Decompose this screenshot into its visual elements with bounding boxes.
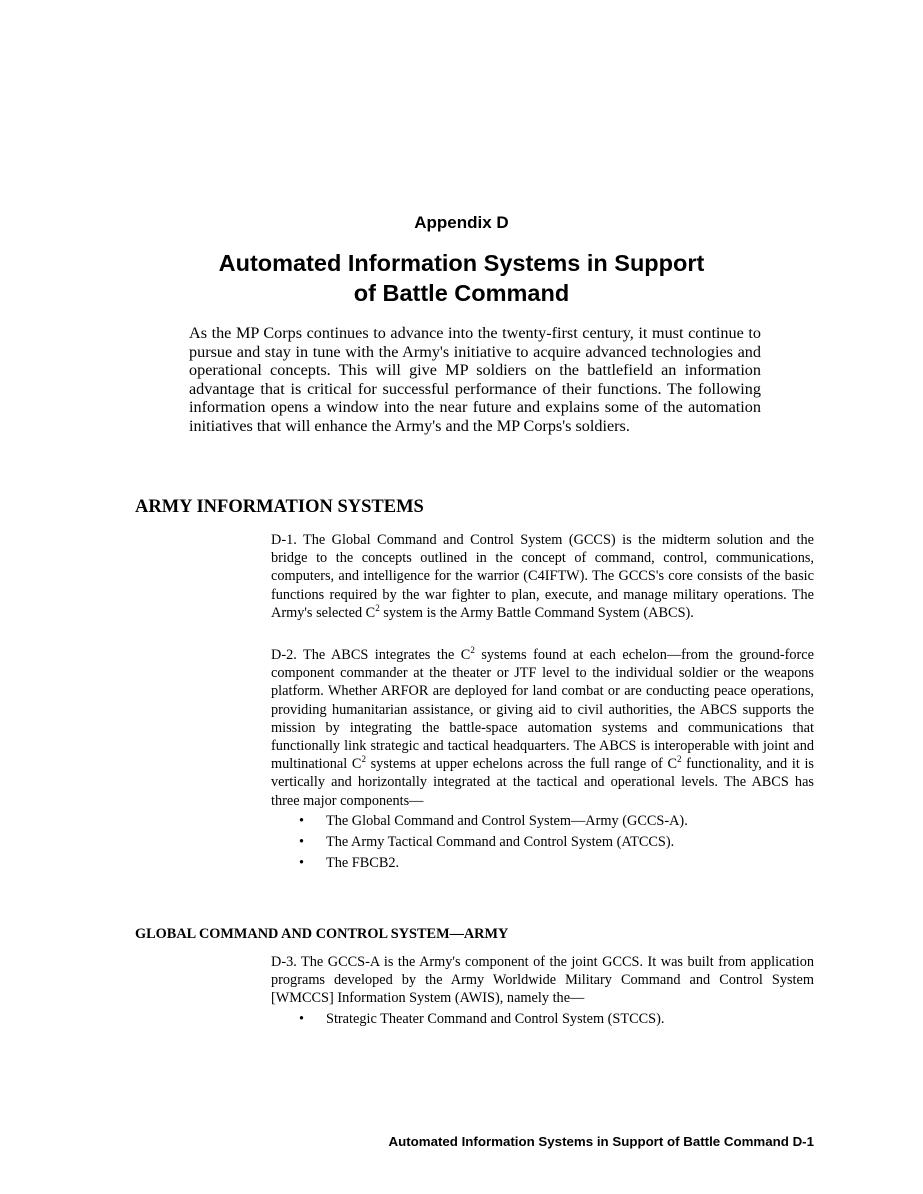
paragraph-d1-text: D-1. The Global Command and Control System (GCCS) is the midterm solution and the bridge to the concepts outlined in the concept of command, control, communications, computers, and intelligence for the warrior (C4IFTW). The GCCS's core consists of the basic functions required by the war fighter to plan, execute, and manage military operations. The Army's selected $C^2$ system is the Army Battle Command System (ABCS). [271, 532, 814, 621]
abcs-components-list [271, 811, 814, 874]
intro-paragraph: As the MP Corps continues to advance into the twenty-first century, it must continue to pursue and stay in tune with the Army's initiative to acquire advanced technologies and operational concepts. This will give MP soldiers on the battlefield an information advantage that is critical for successful performance of their functions. The following information opens a window into the near future and explains some of the automation initiatives that will enhance the Army's and the MP Corps's soldiers. [189, 324, 761, 435]
bullet-icon: • [299, 854, 305, 871]
section-heading-army-information-systems: ARMY INFORMATION SYSTEMS [135, 497, 424, 517]
appendix-label: Appendix D [414, 213, 509, 232]
paragraph-d1 [271, 531, 814, 622]
bullet-icon: • [299, 833, 305, 850]
list-item: • The FBCB2. [271, 853, 814, 874]
bullet-icon: • [299, 1010, 305, 1027]
list-item: • The Global Command and Control System—Army (GCCS-A). [271, 811, 814, 832]
gccs-a-programs-list [271, 1009, 814, 1030]
title-line-1: Automated Information Systems in Support [218, 250, 705, 276]
list-item: • The Army Tactical Command and Control System (ATCCS). [271, 832, 814, 853]
paragraph-d2-text: D-2. The ABCS integrates the $C^2$ systems found at each echelon—from the ground-force component commander at the theater or JTF level to the individual soldier or the weapons platform. Whether ARFOR are deployed for land combat or are conducting peace operations, providing humanitarian assistance, or giving aid to civil authorities, the ABCS supports the mission by integrating the battle-space automation systems and communications that functionally link strategic and tactical headquarters. The ABCS is interoperable with joint and multinational $C^2$ systems at upper echelons across the full range of $C^2$ functionality, and it is vertically and horizontally integrated at the tactical and operational levels. The ABCS has three major components— [271, 645, 814, 809]
paragraph-d3 [271, 953, 814, 1030]
bullet-icon: • [299, 812, 305, 829]
section-heading-gccs-army: GLOBAL COMMAND AND CONTROL SYSTEM—ARMY [135, 926, 509, 942]
list-item: • Strategic Theater Command and Control System (STCCS). [271, 1009, 814, 1030]
title-line-2: of Battle Command [353, 280, 570, 306]
page-title [0, 248, 923, 308]
page-footer: Automated Information Systems in Support of Battle Command D-1 [388, 1134, 814, 1149]
paragraph-d2 [271, 646, 814, 874]
paragraph-d3-text: D-3. The GCCS-A is the Army's component of the joint GCCS. It was built from application programs developed by the Army Worldwide Military Command and Control System [WMCCS] Information System (AWIS), namely the— [271, 954, 814, 1007]
